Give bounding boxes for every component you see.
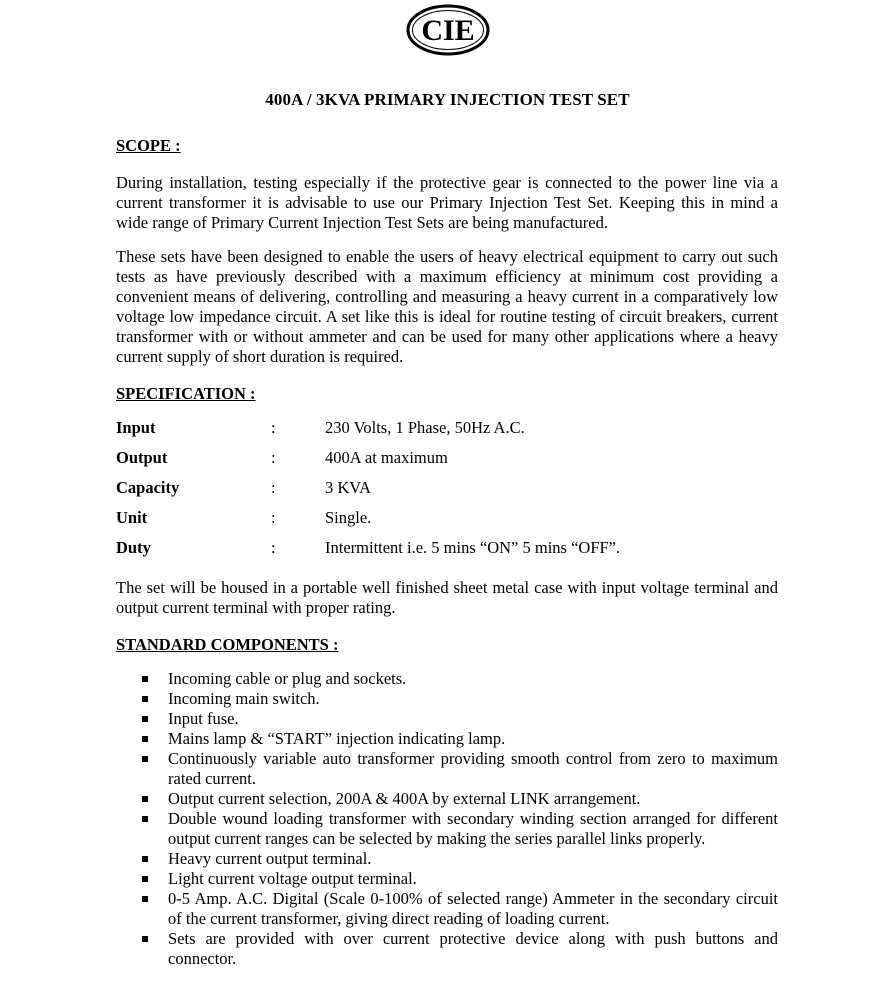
- bullet-icon: [142, 876, 148, 882]
- list-item: [116, 809, 778, 849]
- spec-row: [116, 538, 620, 558]
- spec-value: Single.: [325, 508, 372, 527]
- list-item: [116, 869, 778, 889]
- spec-row: [116, 438, 620, 448]
- specification-table: [116, 418, 620, 558]
- list-item: [116, 669, 778, 689]
- spec-value: 3 KVA: [325, 478, 371, 497]
- spec-value: Intermittent i.e. 5 mins “ON” 5 mins “OFF”.: [325, 538, 621, 557]
- spec-row: [116, 418, 620, 438]
- spec-row: [116, 468, 620, 478]
- list-item: [116, 929, 778, 969]
- scope-heading: SCOPE :: [116, 136, 181, 155]
- bullet-icon: [142, 896, 148, 902]
- list-item-text: 0-5 Amp. A.C. Digital (Scale 0-100% of selected range) Ammeter in the secondary circuit of the current transformer, giving direct reading of loading current.: [168, 889, 778, 928]
- spec-colon: :: [271, 448, 276, 467]
- list-item-text: Heavy current output terminal.: [168, 849, 372, 868]
- list-item-text: Output current selection, 200A & 400A by external LINK arrangement.: [168, 789, 641, 808]
- bullet-icon: [142, 716, 148, 722]
- list-item-text: Input fuse.: [168, 709, 239, 728]
- scope-paragraph-2: These sets have been designed to enable the users of heavy electrical equipment to carry out such tests as have previously described with a maximum efficiency at minimum cost providing a convenient means of delivering, controlling and measuring a heavy current in a comparatively low voltage low impedance circuit. A set like this is ideal for routine testing of circuit breakers, current transformer with or without ammeter and can be used for many other applications where a heavy current supply of short duration is required.: [116, 247, 778, 366]
- bullet-icon: [142, 796, 148, 802]
- list-item-text: Sets are provided with over current protective device along with push buttons and connector.: [168, 929, 778, 968]
- spec-row: [116, 478, 620, 498]
- bullet-icon: [142, 736, 148, 742]
- list-item: [116, 789, 778, 809]
- document-body: [116, 136, 778, 969]
- housing-note: The set will be housed in a portable well finished sheet metal case with input voltage terminal and output current terminal with proper rating.: [116, 578, 778, 617]
- spec-row: [116, 498, 620, 508]
- list-item-text: Light current voltage output terminal.: [168, 869, 417, 888]
- spec-colon: :: [271, 418, 276, 437]
- spec-label: Capacity: [116, 478, 180, 497]
- spec-colon: :: [271, 538, 276, 557]
- list-item: [116, 729, 778, 749]
- components-heading: STANDARD COMPONENTS :: [116, 635, 339, 654]
- bullet-icon: [142, 856, 148, 862]
- spec-label: Input: [116, 418, 156, 437]
- spec-row: [116, 448, 620, 468]
- spec-colon: :: [271, 508, 276, 527]
- spec-label: Duty: [116, 538, 151, 557]
- spec-label: Output: [116, 448, 168, 467]
- spec-row: [116, 528, 620, 538]
- bullet-icon: [142, 816, 148, 822]
- bullet-icon: [142, 676, 148, 682]
- list-item: [116, 849, 778, 869]
- cie-logo: [406, 4, 490, 56]
- bullet-icon: [142, 936, 148, 942]
- components-list: [116, 669, 778, 969]
- spec-label: Unit: [116, 508, 148, 527]
- logo-text: CIE: [421, 14, 475, 47]
- list-item-text: Double wound loading transformer with secondary winding section arranged for different output current ranges can be selected by making the series parallel links properly.: [168, 809, 778, 848]
- spec-colon: :: [271, 478, 276, 497]
- list-item-text: Incoming main switch.: [168, 689, 320, 708]
- spec-row: [116, 508, 620, 528]
- spec-value: 230 Volts, 1 Phase, 50Hz A.C.: [325, 418, 525, 437]
- list-item-text: Mains lamp & “START” injection indicating lamp.: [168, 729, 506, 748]
- list-item-text: Continuously variable auto transformer providing smooth control from zero to maximum rated current.: [168, 749, 778, 788]
- list-item: [116, 749, 778, 789]
- list-item-text: Incoming cable or plug and sockets.: [168, 669, 407, 688]
- spec-value: 400A at maximum: [325, 448, 448, 467]
- bullet-icon: [142, 696, 148, 702]
- list-item: [116, 709, 778, 729]
- bullet-icon: [142, 756, 148, 762]
- specification-heading: SPECIFICATION :: [116, 384, 256, 403]
- scope-paragraph-1: During installation, testing especially if the protective gear is connected to the power line via a current transformer it is advisable to use our Primary Injection Test Set. Keeping this in mind a wide range of Primary Current Injection Test Sets are being manufactured.: [116, 173, 778, 232]
- list-item: [116, 689, 778, 709]
- document-title: 400A / 3KVA PRIMARY INJECTION TEST SET: [265, 90, 630, 109]
- list-item: [116, 889, 778, 929]
